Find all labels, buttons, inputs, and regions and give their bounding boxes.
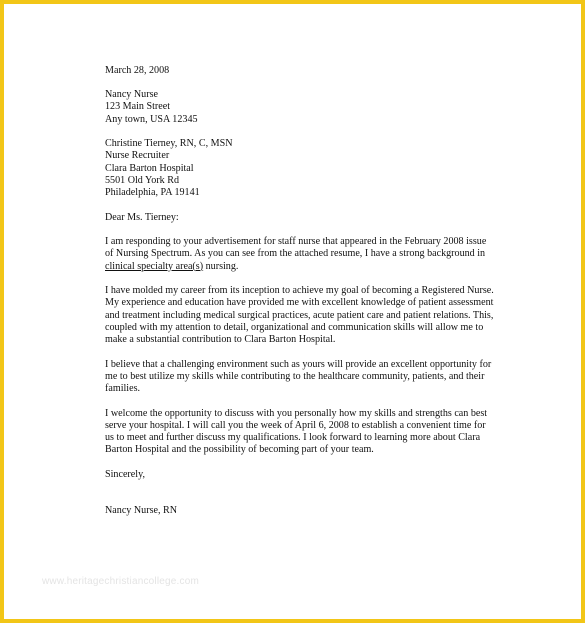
recipient-name: Christine Tierney, RN, C, MSN — [105, 138, 233, 150]
sender-city: Any town, USA 12345 — [105, 113, 198, 125]
signature: Nancy Nurse, RN — [105, 505, 178, 517]
closing: Sincerely, — [105, 468, 145, 480]
recipient-city: Philadelphia, PA 19141 — [105, 187, 200, 199]
paragraph-3: I believe that a challenging environment such as yours will provide an excellent opportunity for me to best utilize my skills while contributing to the healthcare community, patients, and their families. — [105, 358, 492, 395]
paragraph-1: I am responding to your advertisement for staff nurse that appeared in the February 2008 issue of Nursing Spectrum. As you can see from the attached resume, I have a strong background in clinical specialty area(s) nursing. — [105, 236, 487, 272]
specialty-placeholder: clinical specialty area(s) — [105, 260, 204, 272]
paragraph-4: I welcome the opportunity to discuss with you personally how my skills and strengths can best serve your hospital. I will call you the week of April 6, 2008 to establish a convenient time for us to meet and further discuss my qualifications. I look forward to learning more about Clara Barton Hospital and the possibility of becoming part of your team. — [105, 407, 488, 456]
cover-letter — [105, 65, 497, 517]
recipient-street: 5501 Old York Rd — [105, 174, 180, 186]
sender-name: Nancy Nurse — [105, 89, 158, 101]
paragraph-2: I have molded my career from its inception to achieve my goal of becoming a Registered Nurse. My experience and education have provided me with excellent knowledge of patient assessment and treatment including medical surgical practices, acute patient care and patient relations. This, coupled with my attention to detail, organizational and communication skills will allow me to make a substantial contribution to Clara Barton Hospital. — [105, 285, 494, 346]
watermark-text: www.heritagechristiancollege.com — [42, 576, 200, 587]
recipient-address — [105, 138, 497, 199]
recipient-title: Nurse Recruiter — [105, 150, 170, 162]
sender-street: 123 Main Street — [105, 101, 171, 113]
sender-address — [105, 89, 497, 126]
letter-date: March 28, 2008 — [105, 65, 170, 76]
salutation: Dear Ms. Tierney: — [105, 211, 179, 223]
recipient-organization: Clara Barton Hospital — [105, 162, 194, 174]
